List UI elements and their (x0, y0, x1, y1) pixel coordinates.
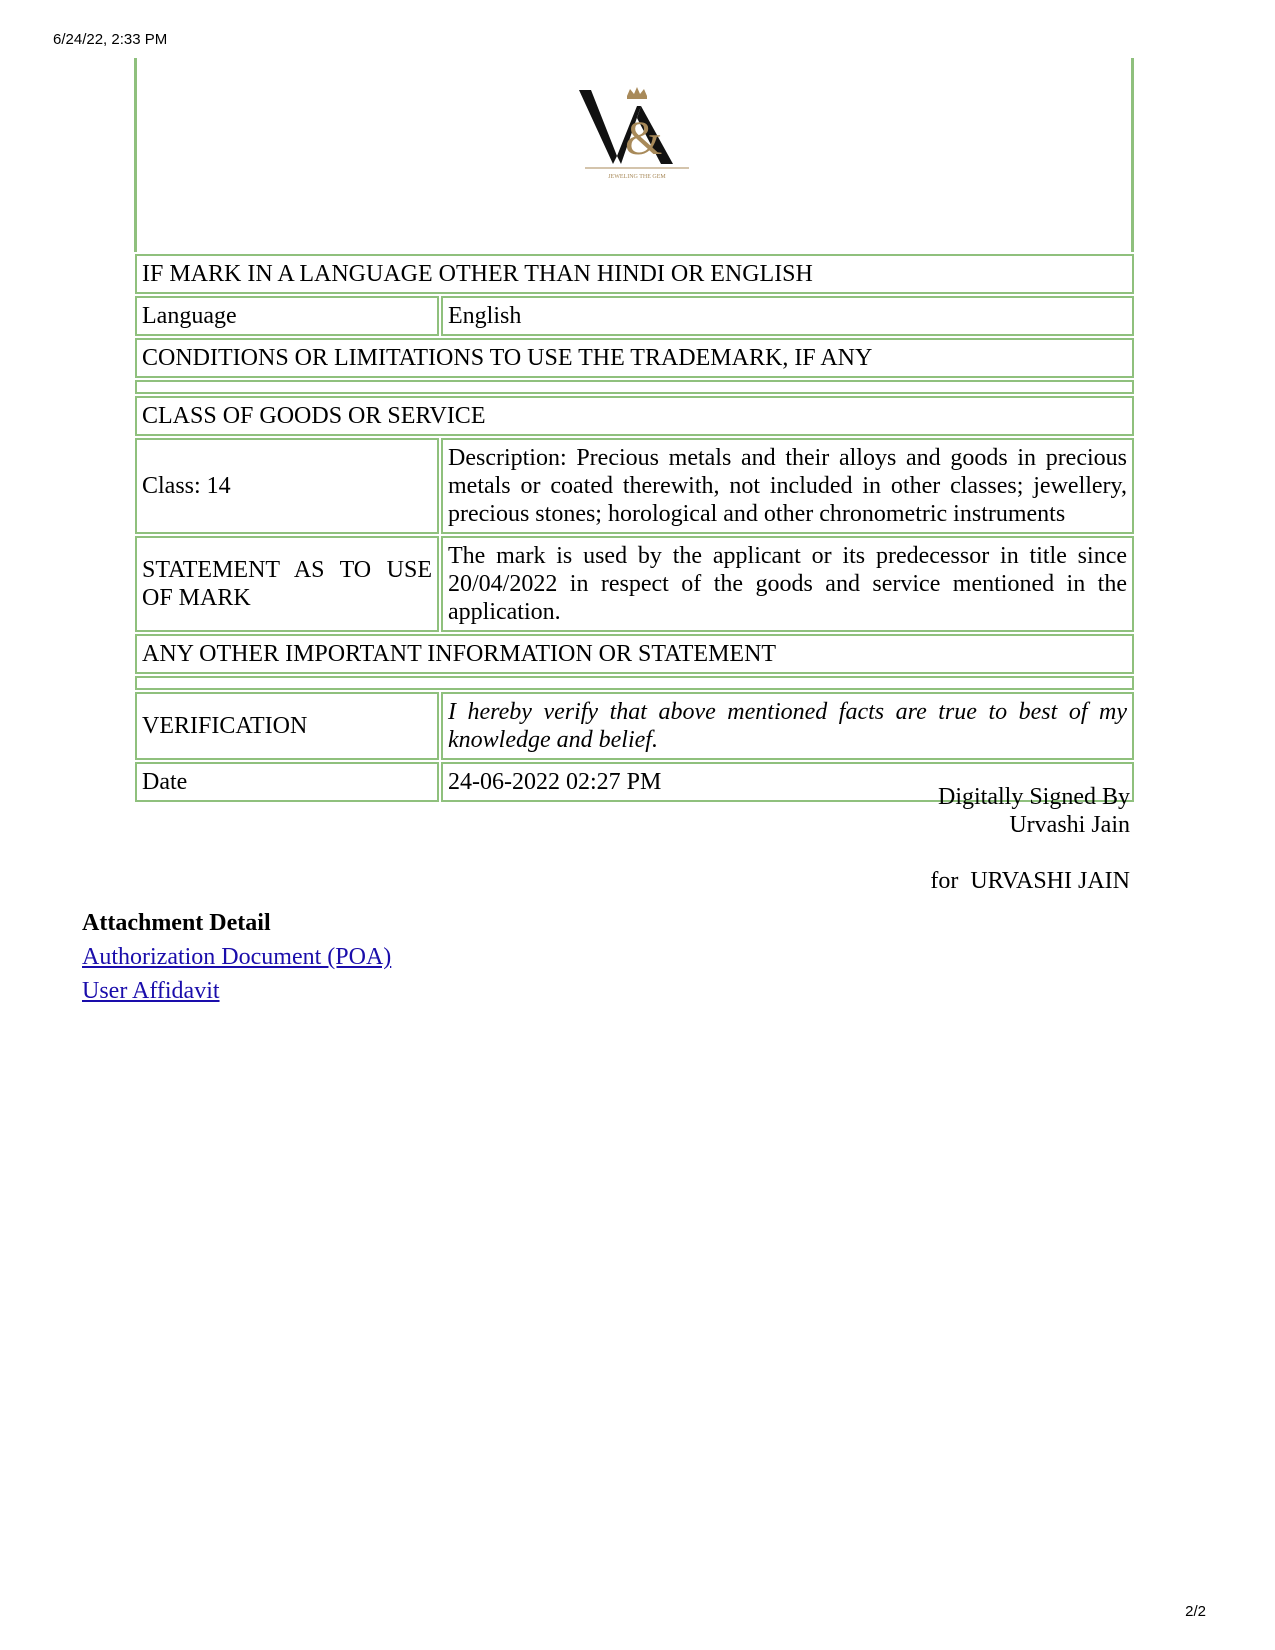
user-affidavit-link[interactable]: User Affidavit (82, 978, 220, 1004)
table-row (135, 438, 1134, 534)
conditions-heading: CONDITIONS OR LIMITATIONS TO USE THE TRADEMARK, IF ANY (135, 338, 1134, 378)
date-value: 24-06-2022 02:27 PM (441, 762, 1134, 802)
attachment-heading: Attachment Detail (82, 910, 271, 936)
signed-by-label: Digitally Signed By (938, 784, 1130, 810)
print-timestamp: 6/24/22, 2:33 PM (53, 31, 168, 48)
verification-label: VERIFICATION (135, 692, 439, 760)
logo-tagline: JEWELING THE GEM (608, 174, 666, 180)
trademark-logo (577, 84, 697, 184)
authorization-document-link[interactable]: Authorization Document (POA) (82, 944, 392, 970)
class-description: Description: Precious metals and their alloys and goods in precious metals or coated therewith, not included in other classes; jewellery, precious stones; horological and other chronometric instruments (441, 438, 1134, 534)
conditions-value-empty (135, 380, 1134, 394)
table-row (135, 254, 1134, 294)
table-row (135, 536, 1134, 632)
language-label: Language (135, 296, 439, 336)
table-row (135, 692, 1134, 760)
signature-block (930, 783, 1130, 895)
other-info-heading: ANY OTHER IMPORTANT INFORMATION OR STATEMENT (135, 634, 1134, 674)
signer-name: Urvashi Jain (1009, 812, 1130, 838)
date-label: Date (135, 762, 439, 802)
table-row (135, 338, 1134, 378)
trademark-image-cell (134, 58, 1134, 252)
signed-for-line: for URVASHI JAIN (930, 868, 1130, 894)
table-row (135, 676, 1134, 690)
language-value: English (441, 296, 1134, 336)
page-number: 2/2 (1185, 1603, 1206, 1620)
table-row (135, 380, 1134, 394)
attachment-section (82, 906, 391, 1008)
class-heading: CLASS OF GOODS OR SERVICE (135, 396, 1134, 436)
trademark-details-table (133, 252, 1136, 804)
logo-ampersand: & (625, 112, 663, 165)
language-heading: IF MARK IN A LANGUAGE OTHER THAN HINDI OR ENGLISH (135, 254, 1134, 294)
statement-value: The mark is used by the applicant or its predecessor in title since 20/04/2022 in respect of the goods and service mentioned in the application. (441, 536, 1134, 632)
table-row (135, 296, 1134, 336)
statement-label: STATEMENT AS TO USE OF MARK (135, 536, 439, 632)
table-row (135, 396, 1134, 436)
table-row (135, 634, 1134, 674)
verification-value: I hereby verify that above mentioned facts are true to best of my knowledge and belief. (441, 692, 1134, 760)
class-label: Class: 14 (135, 438, 439, 534)
other-info-value-empty (135, 676, 1134, 690)
